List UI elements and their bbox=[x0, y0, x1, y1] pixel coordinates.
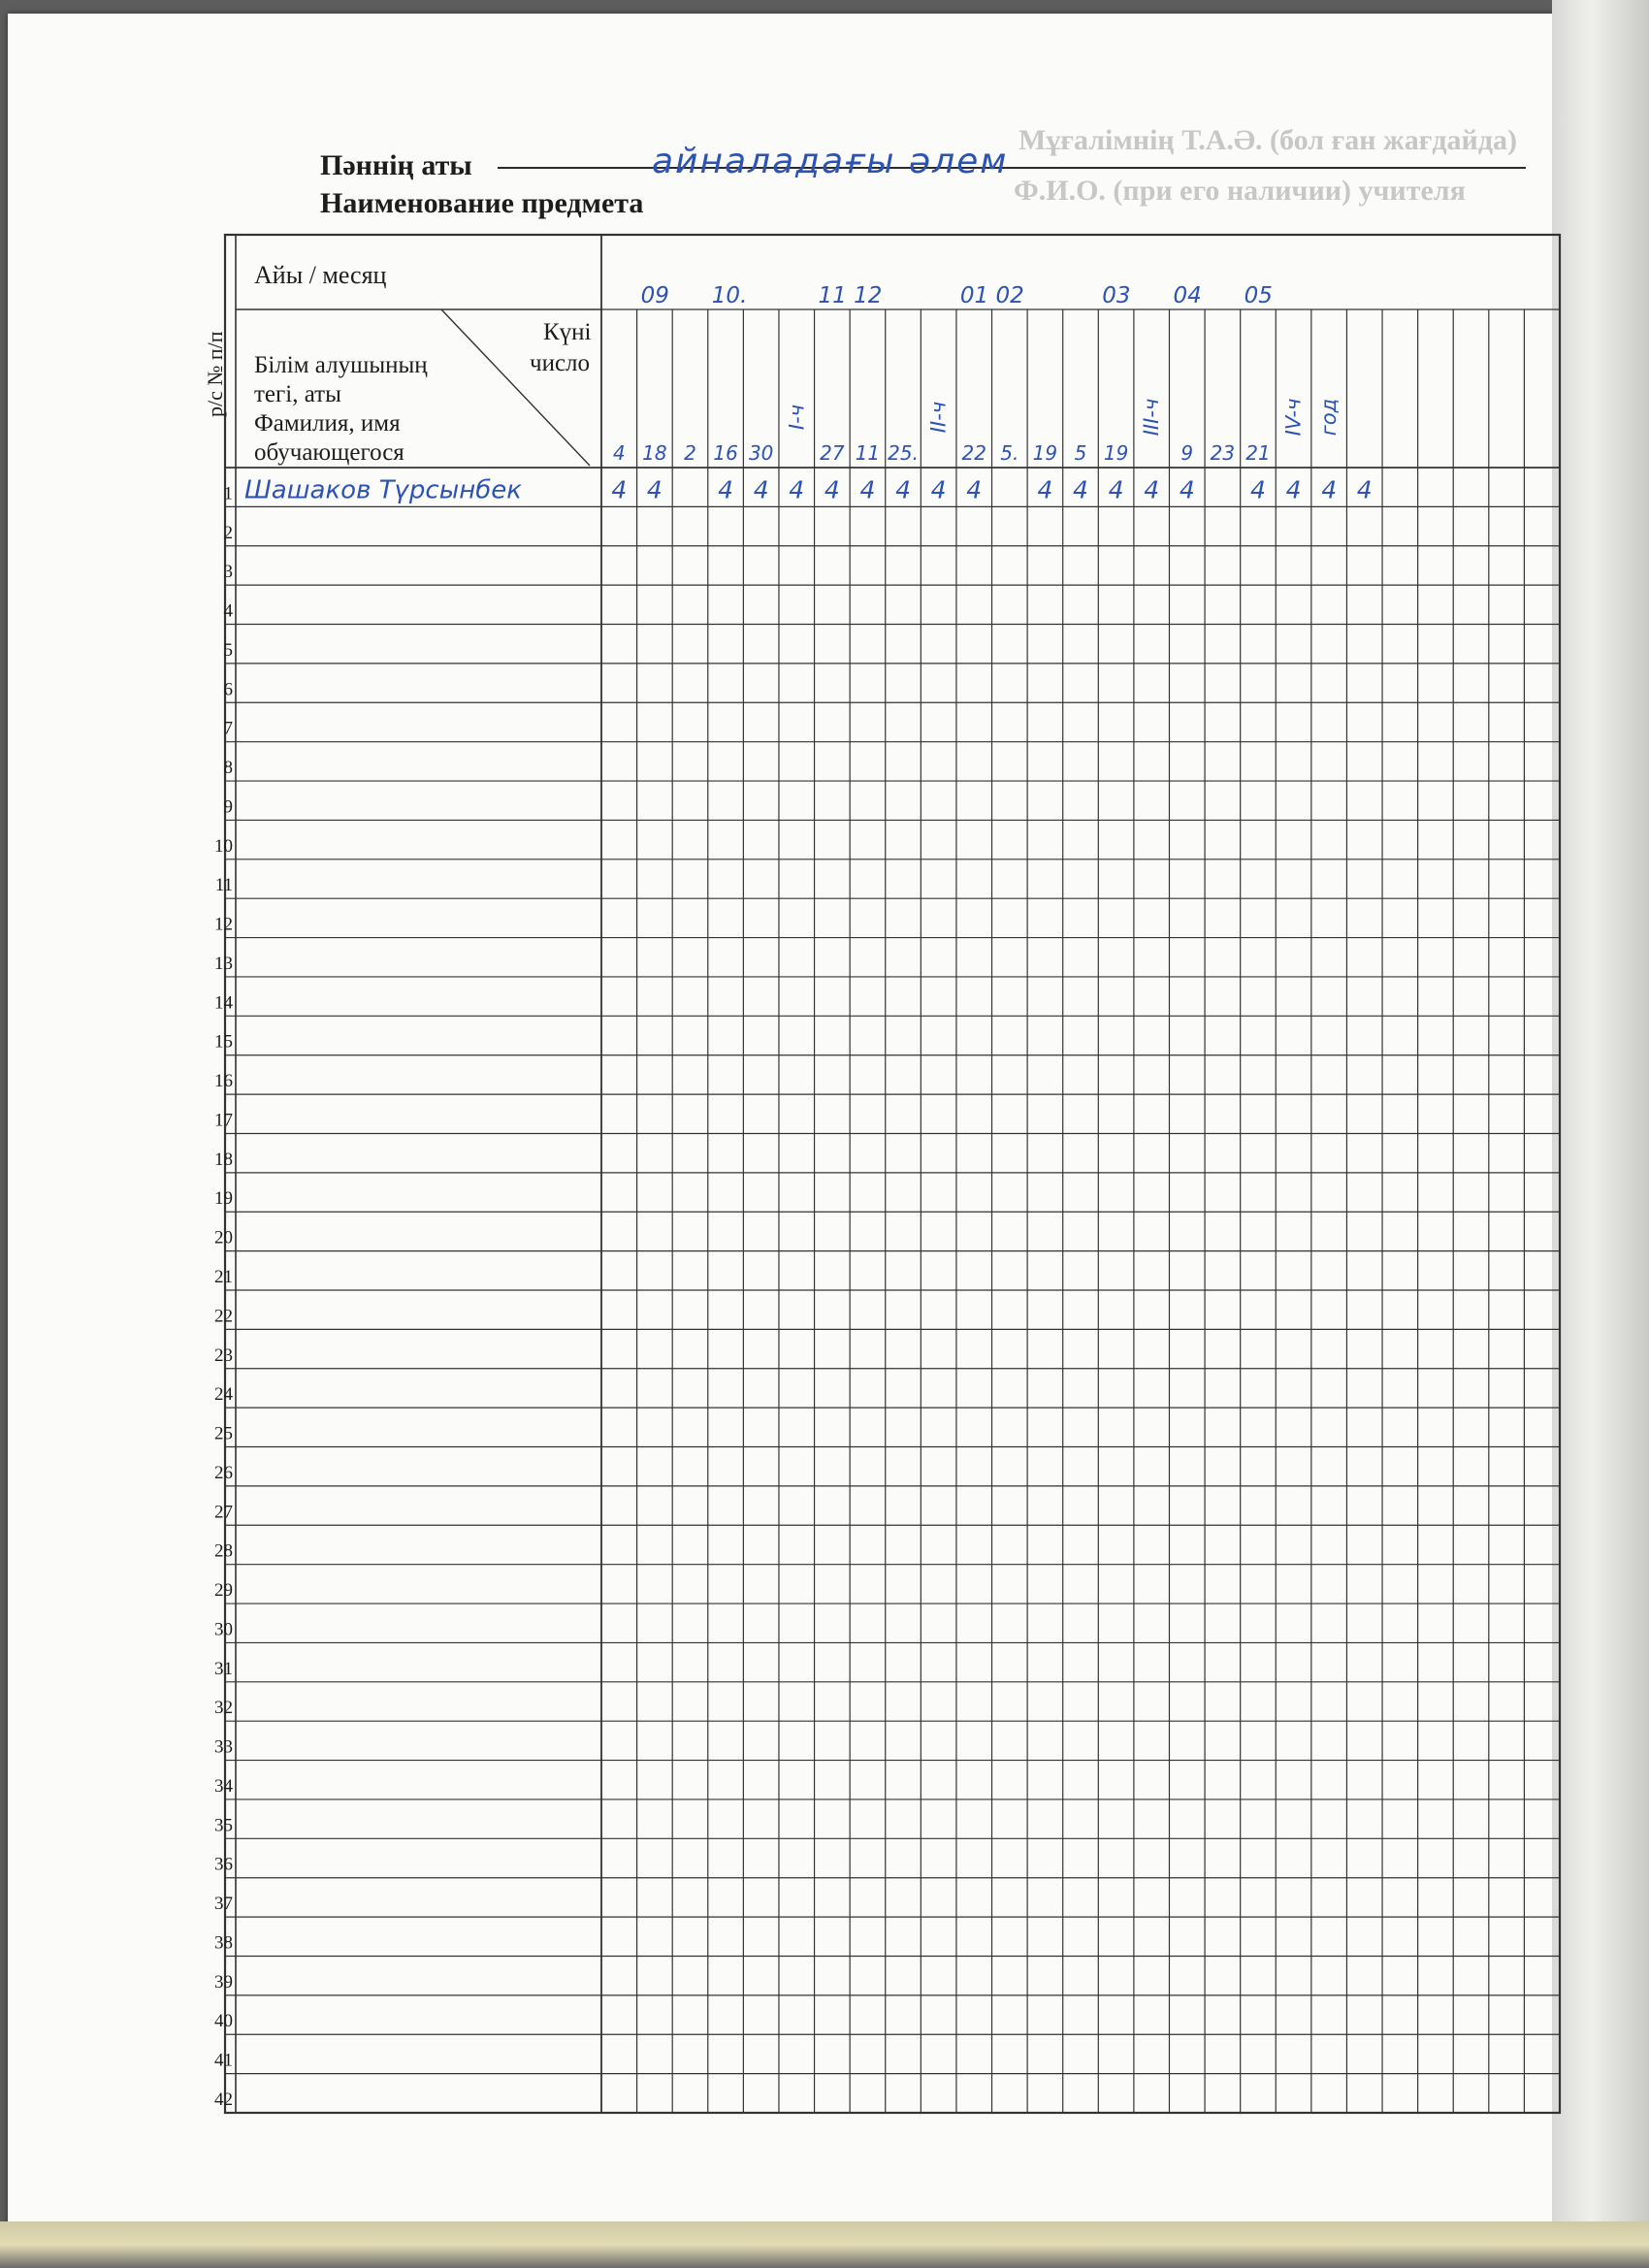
month-label: 04 bbox=[1173, 283, 1202, 308]
month-label: 03 bbox=[1102, 283, 1131, 308]
row-number: 12 bbox=[214, 914, 233, 935]
grade-cell: 4 bbox=[789, 475, 805, 504]
month-header: Айы / месяц bbox=[254, 261, 387, 289]
day-label: 21 bbox=[1245, 441, 1271, 465]
row-number-header: р/с № п/п bbox=[203, 331, 227, 417]
subject-label-kz: Пәннің аты bbox=[320, 149, 472, 181]
row-number: 7 bbox=[223, 718, 233, 739]
grade-cell: 4 bbox=[1144, 475, 1160, 504]
day-label: 5 bbox=[1074, 441, 1087, 465]
row-number: 25 bbox=[214, 1423, 233, 1444]
row-number: 38 bbox=[214, 1932, 233, 1954]
day-label: 27 bbox=[820, 441, 845, 465]
subject-value: айналадағы әлем bbox=[652, 142, 1009, 181]
student-header-line: Фамилия, имя bbox=[254, 410, 401, 437]
term-label: II-ч bbox=[926, 401, 951, 434]
grade-cell: 4 bbox=[859, 475, 876, 504]
month-label: 09 bbox=[640, 283, 669, 308]
row-number: 21 bbox=[214, 1267, 233, 1287]
month-label: 02 bbox=[995, 283, 1024, 308]
grade-cell: 4 bbox=[1073, 475, 1088, 504]
row-number: 20 bbox=[214, 1227, 233, 1248]
row-number: 15 bbox=[214, 1031, 233, 1053]
grade-cell: 4 bbox=[1108, 475, 1124, 504]
grade-cell: 4 bbox=[895, 475, 911, 504]
bleed-through-text: Ф.И.О. (при его наличии) учителя bbox=[1014, 175, 1466, 207]
row-number: 31 bbox=[214, 1658, 233, 1679]
day-label: 16 bbox=[713, 441, 738, 465]
row-number: 16 bbox=[214, 1071, 233, 1092]
row-number: 8 bbox=[223, 758, 233, 779]
student-header-line: обучающегося bbox=[254, 439, 404, 466]
term-label: I-ч bbox=[785, 404, 809, 431]
day-label: 25. bbox=[888, 441, 919, 465]
grade-cell: 4 bbox=[1037, 475, 1053, 504]
term-label: III-ч bbox=[1140, 398, 1164, 437]
row-number: 4 bbox=[223, 600, 233, 622]
student-header-line: тегі, аты bbox=[254, 381, 341, 407]
row-number: 27 bbox=[214, 1502, 233, 1523]
grade-cell: 4 bbox=[966, 475, 983, 504]
bleed-through-text: Мұғалімнің Т.А.Ә. (бол ған жағдайда) bbox=[1018, 124, 1517, 156]
row-number: 42 bbox=[214, 2090, 233, 2110]
row-number: 41 bbox=[214, 2050, 233, 2071]
row-number: 34 bbox=[214, 1775, 233, 1797]
day-label: 2 bbox=[684, 441, 696, 465]
row-number: 3 bbox=[223, 562, 233, 583]
row-number: 6 bbox=[223, 679, 233, 700]
row-number: 9 bbox=[223, 796, 233, 818]
day-label: 19 bbox=[1032, 441, 1058, 465]
row-number: 36 bbox=[214, 1854, 233, 1875]
row-number: 24 bbox=[214, 1384, 233, 1406]
row-number: 5 bbox=[223, 639, 233, 661]
student-header-line: Білім алушының bbox=[254, 352, 428, 378]
day-label: 30 bbox=[748, 441, 774, 465]
row-number: 17 bbox=[214, 1110, 233, 1131]
grade-cell: 4 bbox=[1285, 475, 1302, 504]
term-label: IV-ч bbox=[1281, 398, 1306, 437]
row-number: 14 bbox=[214, 992, 233, 1014]
grade-cell: 4 bbox=[611, 475, 628, 504]
row-number: 39 bbox=[214, 1971, 233, 1993]
row-number: 28 bbox=[214, 1540, 233, 1562]
row-number: 29 bbox=[214, 1580, 233, 1602]
month-label: 11 bbox=[818, 283, 847, 308]
row-number: 37 bbox=[214, 1894, 233, 1915]
grade-cell: 4 bbox=[824, 475, 840, 504]
grade-cell: 4 bbox=[1179, 475, 1195, 504]
grade-cell: 4 bbox=[753, 475, 769, 504]
subject-label-ru: Наименование предмета bbox=[320, 187, 644, 219]
row-number: 22 bbox=[214, 1306, 233, 1327]
row-number: 13 bbox=[214, 953, 233, 974]
day-label: 19 bbox=[1103, 441, 1129, 465]
grade-cell: 4 bbox=[1250, 475, 1266, 504]
row-number: 33 bbox=[214, 1736, 233, 1758]
grade-cell: 4 bbox=[1321, 475, 1338, 504]
row-number: 30 bbox=[214, 1619, 233, 1640]
month-label: 10. bbox=[711, 283, 748, 308]
row-number: 10 bbox=[214, 835, 233, 857]
grade-cell: 4 bbox=[930, 475, 947, 504]
grade-cell: 4 bbox=[646, 475, 663, 504]
row-number: 23 bbox=[214, 1345, 233, 1366]
term-label: год bbox=[1317, 398, 1342, 437]
month-label: 12 bbox=[854, 283, 883, 308]
day-label: 18 bbox=[642, 441, 667, 465]
month-label: 01 bbox=[959, 283, 989, 308]
row-number: 1 bbox=[223, 483, 233, 504]
student-name: Шашаков Түрсынбек bbox=[244, 475, 522, 505]
grade-cell: 4 bbox=[718, 475, 734, 504]
day-label: 22 bbox=[961, 441, 986, 465]
day-header-ru: число bbox=[530, 350, 591, 376]
row-number: 18 bbox=[214, 1149, 233, 1170]
row-number: 26 bbox=[214, 1462, 233, 1483]
row-number: 35 bbox=[214, 1815, 233, 1836]
row-number: 11 bbox=[214, 875, 233, 896]
day-label: 4 bbox=[612, 441, 626, 465]
row-number: 2 bbox=[223, 522, 233, 543]
table-border bbox=[225, 235, 1560, 2113]
day-label: 11 bbox=[855, 441, 881, 465]
grade-cell: 4 bbox=[1356, 475, 1373, 504]
row-number: 32 bbox=[214, 1698, 233, 1719]
month-label: 05 bbox=[1244, 283, 1273, 308]
day-label: 9 bbox=[1180, 441, 1194, 465]
day-header-kz: Күні bbox=[543, 319, 592, 345]
day-label: 23 bbox=[1210, 441, 1236, 465]
day-label: 5. bbox=[1000, 441, 1019, 465]
row-number: 19 bbox=[214, 1188, 233, 1210]
row-number: 40 bbox=[214, 2011, 233, 2032]
